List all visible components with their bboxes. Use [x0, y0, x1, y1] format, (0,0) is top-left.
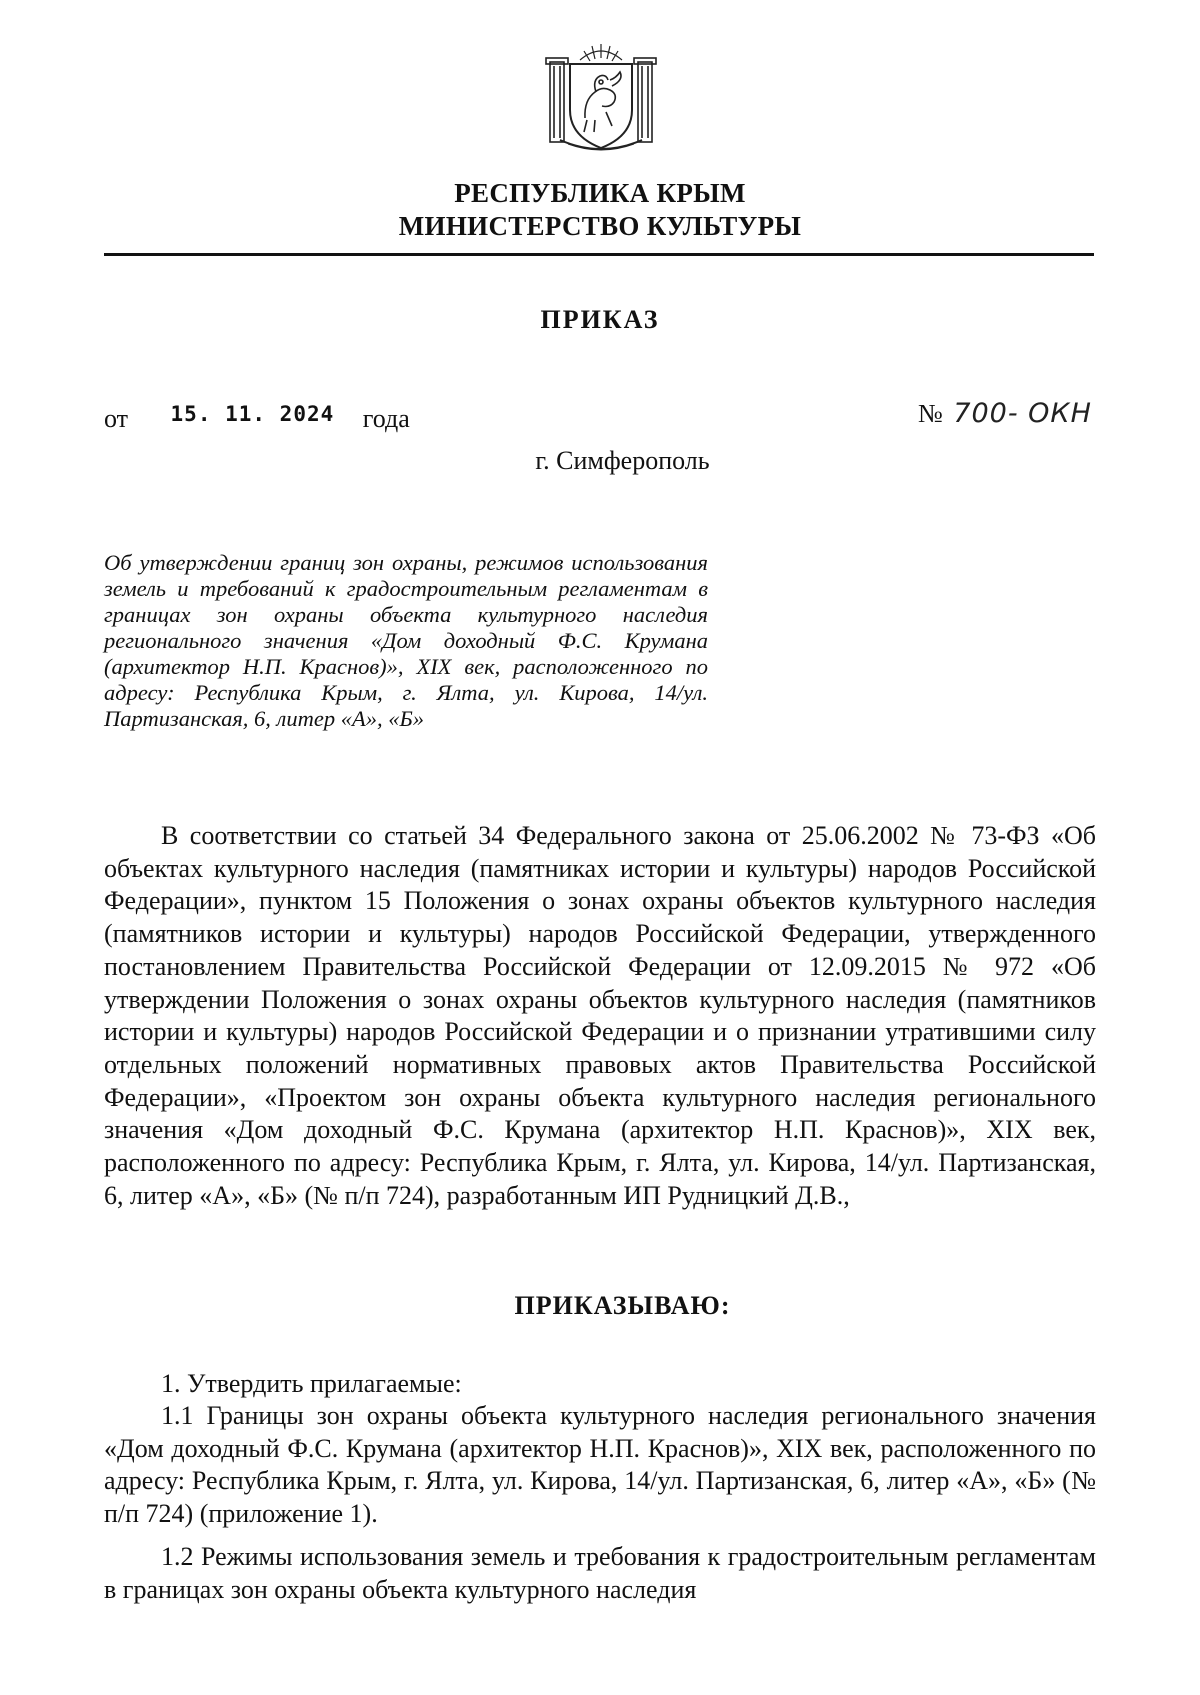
item-1: 1. Утвердить прилагаемые: — [161, 1369, 462, 1398]
number-handwritten: 700- ОКН — [953, 398, 1092, 429]
document-type: ПРИКАЗ — [540, 305, 660, 334]
preamble-paragraph: В соответствии со статьей 34 Федерального закона от 25.06.2002 № 73-ФЗ «Об объектах культурного наследия (памятниках истории и культуры) народов Российской Федерации», пунктом 15 Положения о зонах охраны объектов культурного наследия (памятников истории и культуры) народов Российской Федерации, утвержденного постановлением Правительства Российской Федерации от 12.09.2015 № 972 «Об утверждении Положения о зонах охраны объектов культурного наследия (памятников истории и культуры) народов Российской Федерации и о признании утратившими силу отдельных положений нормативных правовых актов Правительства Российской Федерации», «Проектом зон охраны объекта культурного наследия регионального значения «Дом доходный Ф.С. Крумана (архитектор Н.П. Краснов)», XIX век, расположенного по адресу: Республика Крым, г. Ялта, ул. Кирова, 14/ул. Партизанская, 6, литер «А», «Б» (№ п/п 724), разработанным ИП Рудницкий Д.В., — [104, 821, 1096, 1210]
date-suffix: года — [362, 404, 410, 433]
ministry-title: МИНИСТЕРСТВО КУЛЬТУРЫ — [398, 211, 802, 241]
order-subject: Об утверждении границ зон охраны, режимов использования земель и требований к градостроительным регламентам в границах зон охраны объекта культурного наследия регионального значения «Дом доходный Ф.С. Крумана (архитектор Н.П. Краснов)», XIX век, расположенного по адресу: Республика Крым, г. Ялта, ул. Кирова, 14/ул. Партизанская, 6, литер «А», «Б» — [104, 550, 708, 731]
order-date — [104, 404, 410, 434]
item-1-1: 1.1 Границы зон охраны объекта культурного наследия регионального значения «Дом доходный Ф.С. Крумана (архитектор Н.П. Краснов)», XIX век, расположенного по адресу: Республика Крым, г. Ялта, ул. Кирова, 14/ул. Партизанская, 6, литер «А», «Б» (№ п/п 724) (приложение 1). — [104, 1401, 1096, 1529]
republic-title: РЕСПУБЛИКА КРЫМ — [454, 178, 746, 208]
header-divider — [104, 253, 1094, 256]
crimea-coat-of-arms-icon — [540, 40, 662, 156]
date-prefix: от — [104, 404, 129, 433]
city: г. Симферополь — [535, 446, 710, 475]
order-number — [918, 398, 1092, 429]
item-1-2: 1.2 Режимы использования земель и требования к градостроительным регламентам в границах зон охраны объекта культурного наследия — [104, 1542, 1096, 1604]
number-sign: № — [918, 399, 943, 428]
date-stamp: 15. 11. 2024 — [170, 402, 335, 426]
directive-heading: ПРИКАЗЫВАЮ: — [514, 1291, 731, 1320]
